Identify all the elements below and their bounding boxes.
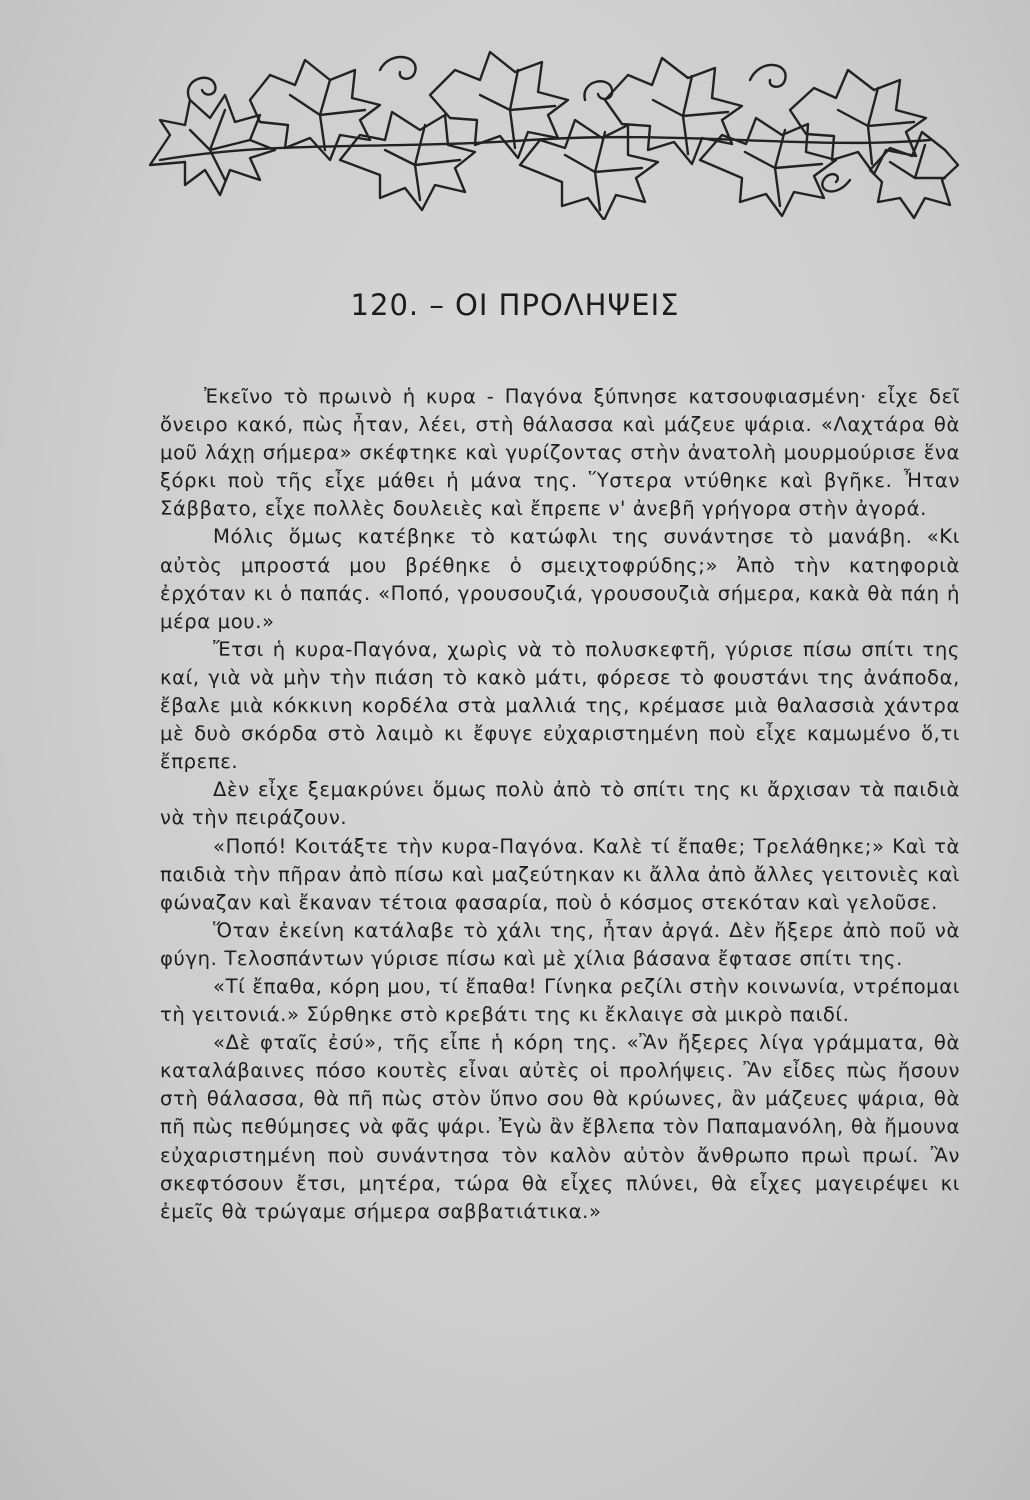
paragraph: Δὲν εἶχε ξεμακρύνει ὅμως πολὺ ἀπὸ τὸ σπίτι της κι ἄρχισαν τὰ παιδιὰ νὰ τὴν πειράζουν. [160,778,960,830]
grape-leaf-ornament-icon [130,40,960,220]
paragraph: Ἐκεῖνο τὸ πρωινὸ ἡ κυρα - Παγόνα ξύπνησε κατσουφιασμένη· εἶχε δεῖ ὄνειρο κακό, πὼς ἦταν, λέει, στὴ θάλασσα καὶ μάζευε ψάρια. «Λαχτάρα θὰ μοῦ λάχῃ σήμερα» σκέφτηκε καὶ γυρίζοντας στὴν ἀνατολὴ μουρμούρισε ἕνα ξόρκι ποὺ τῆς εἶχε μάθει ἡ μάνα της. Ὕστερα ντύθηκε καὶ βγῆκε. Ἦταν Σάββατο, εἶχε πολλὲς δουλειὲς καὶ ἔπρεπε ν' ἀνεβῆ γρήγορα στὴν ἀγορά. [160,385,960,521]
paragraph: «Ποπό! Κοιτάξτε τὴν κυρα-Παγόνα. Καλὲ τί ἔπαθε; Τρελάθηκε;» Καὶ τὰ παιδιὰ τὴν πῆραν ἀπὸ πίσω καὶ μαζεύτηκαν κι ἄλλα ἀπὸ ἄλλες γειτονιὲς καὶ φώναζαν καὶ ἔκαναν τέτοια φασαρία, ποὺ ὁ κόσμος στεκόταν καὶ γελοῦσε. [160,834,960,914]
paragraph: Ὅταν ἐκείνη κατάλαβε τὸ χάλι της, ἦταν ἀργά. Δὲν ἤξερε ἀπὸ ποῦ νὰ φύγη. Τελοσπάντων γύρισε πίσω καὶ μὲ χίλια βάσανα ἔφτασε σπίτι της. [160,918,960,970]
paragraph: Μόλις ὅμως κατέβηκε τὸ κατώφλι της συνάντησε τὸ μανάβη. «Κι αὐτὸς μπροστά μου βρέθηκε ὁ σμειχτοφρύδης;» Ἀπὸ τὴν κατηφοριὰ ἐρχόταν κι ὁ παπάς. «Ποπό, γρουσουζιά, γρουσουζιὰ σήμερα, κακὰ θὰ πάη ἡ μέρα μου.» [160,525,960,633]
page-title: 120. – ΟΙ ΠΡΟΛΗΨΕΙΣ [350,288,680,322]
paragraph: «Δὲ φταῖς ἐσύ», τῆς εἶπε ἡ κόρη της. «Ἂν ἤξερες λίγα γράμματα, θὰ καταλάβαινες πόσο κουτὲς εἶναι αὐτὲς οἱ προλήψεις. Ἂν εἶδες πὼς ἤσουν στὴ θάλασσα, θὰ πῆ πὼς στὸν ὕπνο σου θὰ κρύωνες, ἂν μάζευες ψάρια, θὰ πῆ πὼς πεθύμησες νὰ φᾶς ψάρι. Ἐγὼ ἂν ἔβλεπα τὸν Παπαμανόλη, θὰ ἤμουνα εὐχαριστημένη ποὺ συνάντησα τὸν καλὸν αὐτὸν ἄνθρωπο πρωὶ πρωί. Ἂν σκεφτόσουν ἔτσι, μητέρα, τώρα θὰ εἶχες πλύνει, θὰ εἶχες μαγειρέψει κι ἐμεῖς θὰ τρώγαμε σήμερα σαββατιάτικα.» [160,1031,960,1223]
paragraph: Ἔτσι ἡ κυρα-Παγόνα, χωρὶς νὰ τὸ πολυσκεφτῆ, γύρισε πίσω σπίτι της καί, γιὰ νὰ μὴν τὴν πιάση τὸ κακὸ μάτι, φόρεσε τὸ φουστάνι της ἀνάποδα, ἔβαλε μιὰ κόκκινη κορδέλα στὰ μαλλιά της, κρέμασε μιὰ θαλασσιὰ χάντρα μὲ δυὸ σκόρδα στὸ λαιμὸ κι ἔφυγε εὐχαριστημένη ποὺ εἶχε καμωμένο ὅ,τι ἔπρεπε. [160,637,960,774]
story-body [160,383,960,1226]
paragraph: «Τί ἔπαθα, κόρη μου, τί ἔπαθα! Γίνηκα ρεζίλι στὴν κοινωνία, ντρέπομαι τὴ γειτονιά.» Σύρθηκε στὸ κρεβάτι της κι ἔκλαιγε σὰ μικρὸ παιδί. [160,974,960,1027]
